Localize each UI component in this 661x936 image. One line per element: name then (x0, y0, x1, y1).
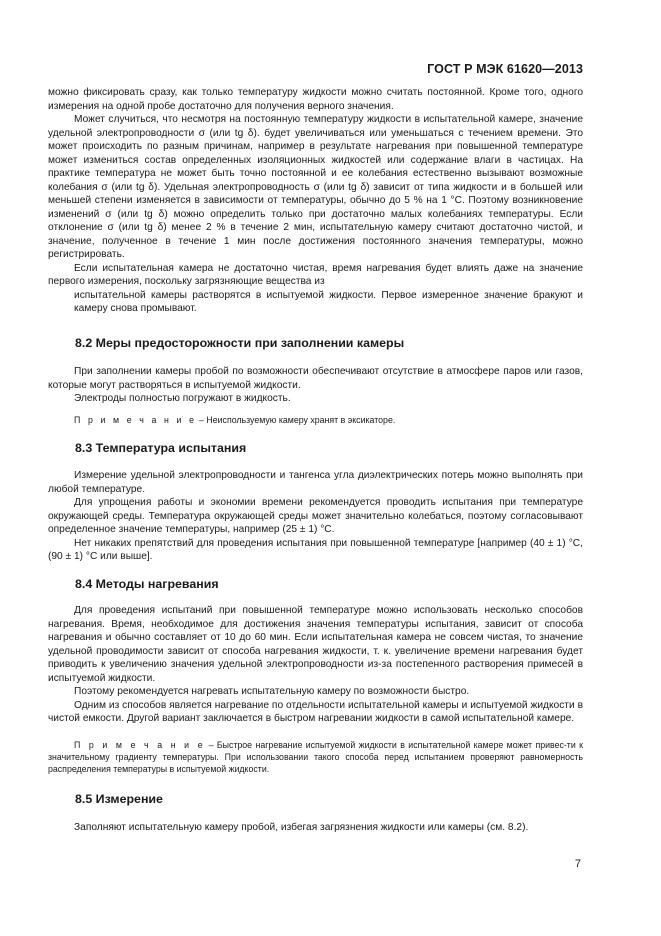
section-8-4-note (48, 739, 583, 775)
section-heading-8-3: 8.3 Температура испытания (75, 440, 247, 455)
note-text: – Неиспользуемую камеру хранят в эксикаторе. (196, 414, 396, 425)
section-8-4-paragraph-1: Для проведения испытаний при повышенной температуре можно использовать несколько способов нагревания. Время, необходимое для достижения значения температуры испытания, зависит от способа нагревания и обычно составляет от 10 до 60 мин. Если испытательная камера не совсем чистая, то значение удельной проводимости зависит от способа нагревания жидкости, т. к. увеличение времени нагревания будет приводить к увеличению значения удельной электропроводности из-за постепенного растворения примесей в испытуемой жидкости. (48, 605, 583, 684)
intro-paragraph-1: можно фиксировать сразу, как только температуру жидкости можно считать постоянной. Кроме того, одного измерения на одной пробе достаточно для получения верного значения. (48, 87, 583, 112)
note-label: П р и м е ч а н и е (74, 414, 197, 425)
note-label: П р и м е ч а н и е (74, 739, 206, 750)
standard-header: ГОСТ Р МЭК 61620—2013 (427, 62, 583, 76)
section-8-3-paragraph-2: Для упрощения работы и экономии времени рекомендуется проводить испытания при температуре окружающей среды. Температура окружающей среды может значительно колебаться, поэтому согласовывают определенное значение температуры, например (25 ± 1) °С. (48, 497, 583, 535)
section-heading-8-4: 8.4 Методы нагревания (75, 576, 219, 591)
section-heading-8-2: 8.2 Меры предосторожности при заполнении камеры (75, 335, 405, 350)
section-8-4-paragraph-3: Одним из способов является нагревание по отдельности испытательной камеры и испытуемой жидкости в чистой емкости. Другой вариант заключается в быстром нагревании жидкости в самой испытательной камере. (48, 699, 583, 724)
section-8-4-paragraph-2: Поэтому рекомендуется нагревать испытательную камеру по возможности быстро. (74, 686, 470, 697)
intro-paragraph-4: испытательной камеры растворятся в испытуемой жидкости. Первое измеренное значение бракуют и камеру снова промывают. (74, 289, 583, 314)
intro-paragraph-3: Если испытательная камера не достаточно чистая, время нагревания будет влиять даже на значение первого измерения, поскольку загрязняющие вещества из (48, 262, 583, 287)
section-8-2-paragraph-1: При заполнении камеры пробой по возможности обеспечивают отсутствие в атмосфере паров или газов, которые могут растворяться в испытуемой жидкости. (48, 366, 583, 391)
section-8-3-paragraph-1: Измерение удельной электропроводности и тангенса угла диэлектрических потерь можно выполнять при любой температуре. (48, 470, 583, 495)
section-8-2-paragraph-2: Электроды полностью погружают в жидкость. (74, 393, 291, 404)
section-8-2-note (48, 414, 583, 426)
page-content (48, 86, 583, 835)
page-number: 7 (574, 858, 581, 870)
section-heading-8-5: 8.5 Измерение (75, 791, 163, 806)
note-text: – Быстрое нагревание испытуемой жидкости в испытательной камере может привес-ти к значительному градиенту температуры. При использовании такого способа перед испытанием проверяют равномерность распределения температуры в испытуемой жидкости. (48, 739, 583, 774)
section-8-3-paragraph-3: Нет никаких препятствий для проведения испытания при повышенной температуре [например (40 ± 1) °С, (90 ± 1) °С или выше]. (48, 537, 583, 562)
section-8-5-paragraph-1: Заполняют испытательную камеру пробой, избегая загрязнения жидкости или камеры (см. 8.2). (74, 822, 529, 833)
intro-paragraph-2: Может случиться, что несмотря на постоянную температуру жидкости в испытательной камере, значение удельной электропроводности σ (или tg δ). будет увеличиваться или уменьшаться с течением времени. Это может происходить по разным причинам, например в результате нагревания при повышенной температуре может измениться состав определенных изоляционных жидкостей или содержание влаги в частицах. На практике температура не может быть точно постоянной и ее колебания естественно вызывают возможные колебания σ (или tg δ). Удельная электропроводность σ (или tg δ) зависит от типа жидкости и в большей или меньшей степени изменяется в зависимости от температуры, обычно до 5 % на 1 °С. Поэтому возникновение изменений σ (или tg δ) можно определить только при достаточно малых колебаниях температуры. Если отклонение σ (или tg δ) менее 2 % в течение 2 мин, испытательную камеру считают достаточно чистой, и значение, полученное в течение 1 мин после достижения постоянного значения температуры, можно регистрировать. (48, 114, 583, 260)
